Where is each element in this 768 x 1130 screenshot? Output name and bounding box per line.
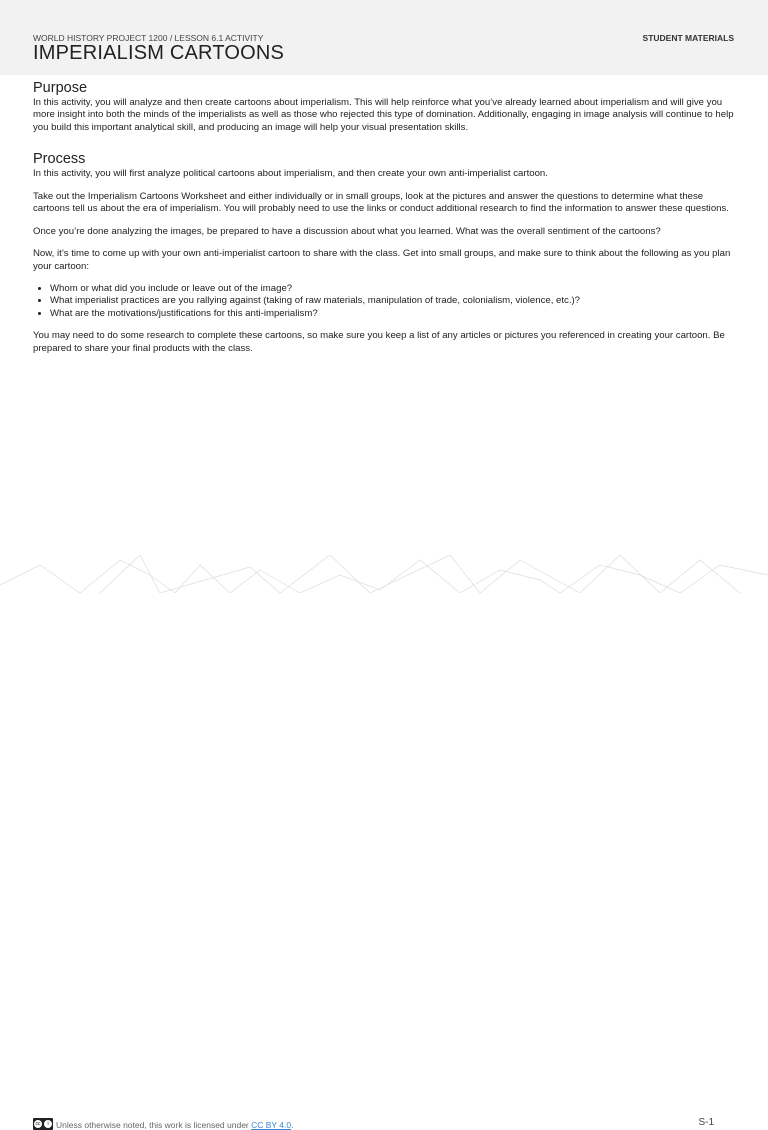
license-notice bbox=[56, 1120, 294, 1130]
purpose-heading: Purpose bbox=[33, 80, 88, 96]
polygon-pattern-decoration bbox=[0, 555, 768, 593]
cc-icon: cc bbox=[35, 1121, 41, 1127]
license-period: . bbox=[291, 1120, 294, 1130]
license-text: Unless otherwise noted, this work is licensed under bbox=[56, 1120, 252, 1130]
closing-paragraph: You may need to do some research to complete these cartoons, so make sure you keep a list of any articles or pictures you referenced in creating your cartoon. Be prepared to share your final products with the class. bbox=[33, 330, 725, 354]
list-item: • Whom or what did you include or leave out of the image? bbox=[50, 283, 738, 295]
by-icon: i bbox=[44, 1120, 52, 1128]
process-paragraph: Now, it’s time to come up with your own anti-imperialist cartoon to share with the class. Get into small groups, and make sure to think about the following as you plan your cartoon: bbox=[33, 248, 731, 272]
breadcrumb: WORLD HISTORY PROJECT 1200 / LESSON 6.1 ACTIVITY bbox=[33, 33, 264, 43]
process-heading: Process bbox=[33, 150, 86, 167]
process-paragraph: In this activity, you will first analyze political cartoons about imperialism, and then create your own anti-imperialist cartoon. bbox=[33, 168, 548, 180]
question-list bbox=[33, 283, 738, 320]
cc-license-badge bbox=[33, 1118, 53, 1130]
process-paragraph: Once you’re done analyzing the images, be prepared to have a discussion about what you learned. What was the overall sentiment of the cartoons? bbox=[33, 225, 661, 237]
page-title: IMPERIALISM CARTOONS bbox=[33, 42, 285, 64]
header-band bbox=[0, 0, 768, 75]
list-item: • What imperialist practices are you rallying against (taking of raw materials, manipulation of trade, colonialism, violence, etc.)? bbox=[50, 295, 738, 307]
footer bbox=[0, 555, 768, 1130]
purpose-text: In this activity, you will analyze and then create cartoons about imperialism. This will help reinforce what you’ve already learned about imperialism and will give you more insight into both the minds of the imperialists as well as those who rejected this type of domination. Additionally, engaging in image analysis will continue to help you build this important analytical skill, and producing an image will help your visual presentation skills. bbox=[33, 97, 734, 133]
list-item: • What are the motivations/justifications for this anti-imperialism? bbox=[50, 308, 738, 320]
page-number: S-1 bbox=[698, 1117, 714, 1128]
process-paragraph: Take out the Imperialism Cartoons Worksheet and either individually or in small groups, look at the pictures and answer the questions to determine what these cartoons tell us about the era of imperialism. You will probably need to use the links or conduct additional research to find the information to answer these questions. bbox=[33, 190, 729, 214]
student-materials-label: STUDENT MATERIALS bbox=[642, 33, 734, 43]
cc-by-link[interactable]: CC BY 4.0 bbox=[251, 1120, 292, 1130]
content bbox=[33, 82, 738, 365]
